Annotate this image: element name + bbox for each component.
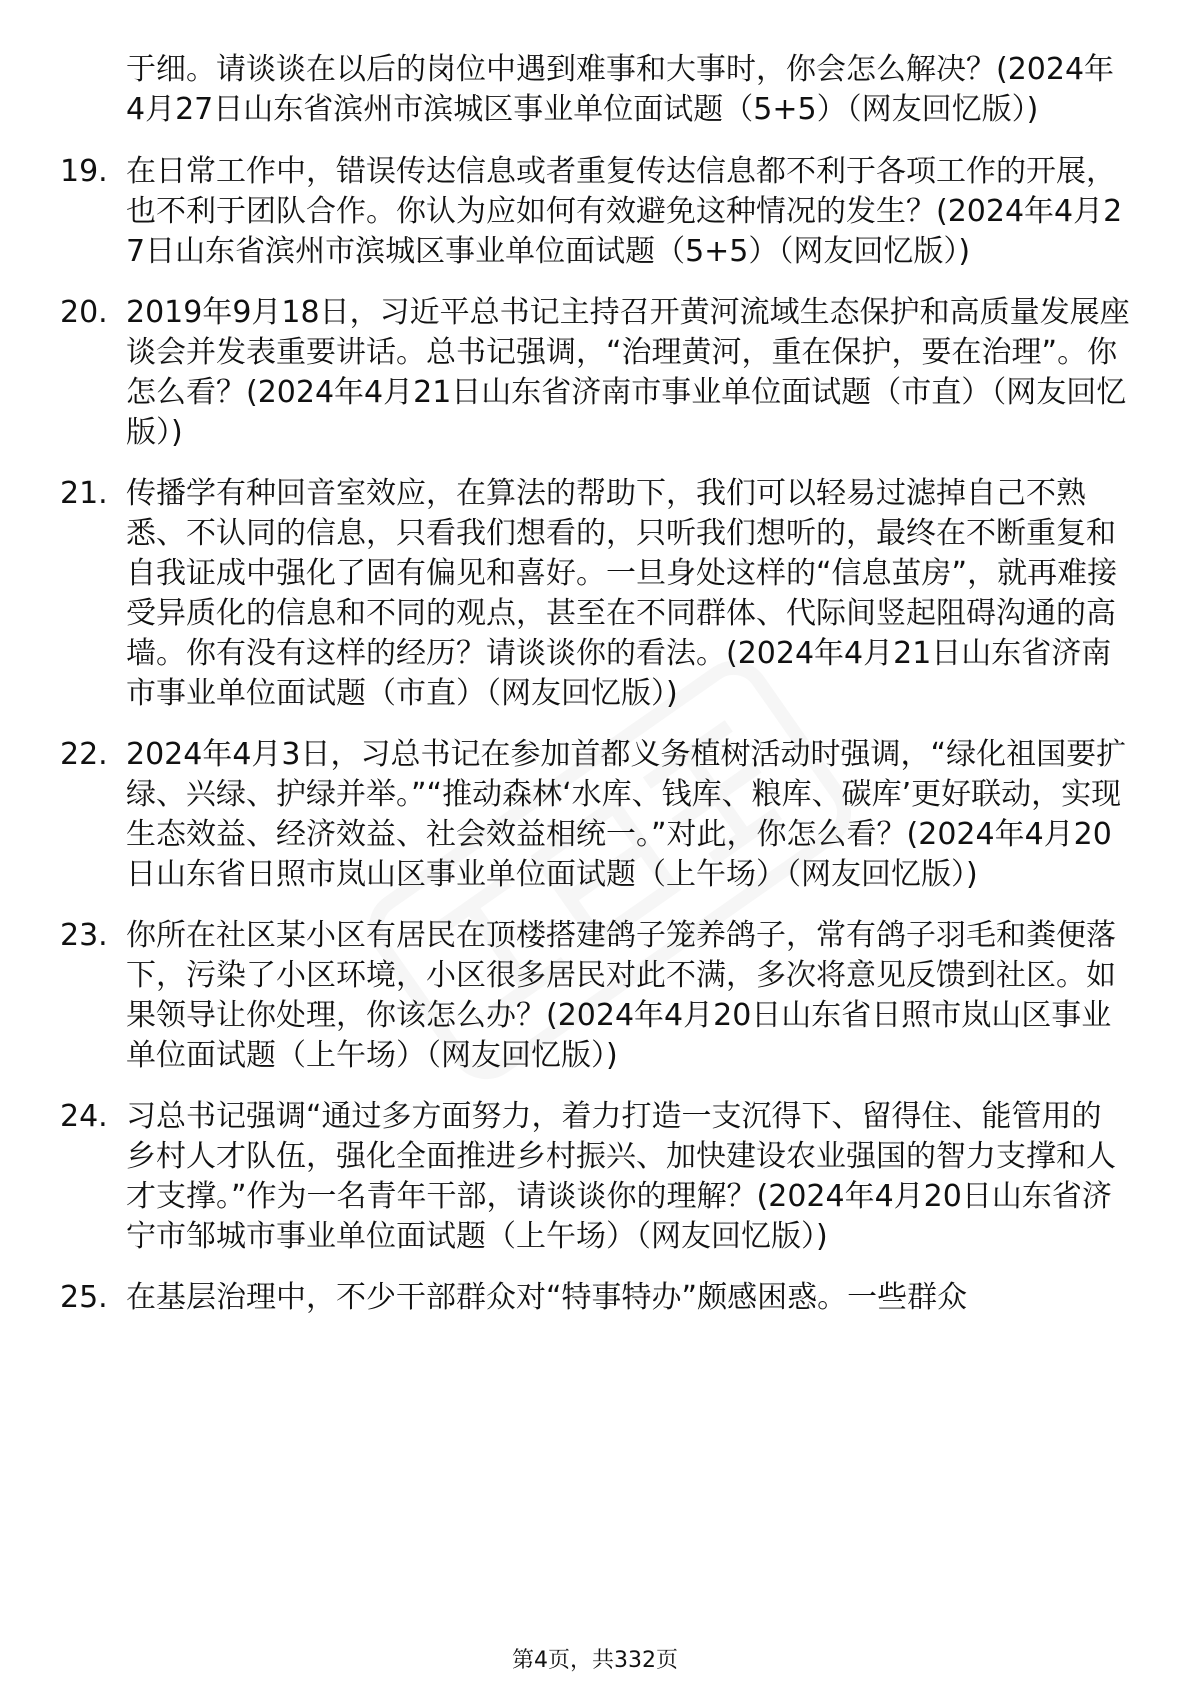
question-item-20 — [60, 293, 1130, 453]
page-content — [60, 50, 1130, 1339]
continuation-paragraph: 于细。请谈谈在以后的岗位中遇到难事和大事时，你会怎么解决？(2024年4月27日山东省滨州市滨城区事业单位面试题（5+5）（网友回忆版）) — [126, 52, 1115, 127]
question-list — [60, 152, 1130, 1318]
question-item-24 — [60, 1097, 1130, 1257]
question-number: 24. — [60, 1099, 108, 1134]
question-text: 2019年9月18日，习近平总书记主持召开黄河流域生态保护和高质量发展座谈会并发表重要讲话。总书记强调，“治理黄河，重在保护，要在治理”。你怎么看？(2024年4月21日山东省济南市事业单位面试题（市直）（网友回忆版）) — [126, 295, 1130, 450]
question-text: 传播学有种回音室效应，在算法的帮助下，我们可以轻易过滤掉自己不熟悉、不认同的信息，只看我们想看的，只听我们想听的，最终在不断重复和自我证成中强化了固有偏见和喜好。一旦身处这样的“信息茧房”，就再难接受异质化的信息和不同的观点，甚至在不同群体、代际间竖起阻碍沟通的高墙。你有没有这样的经历？请谈谈你的看法。(2024年4月21日山东省济南市事业单位面试题（市直）（网友回忆版）) — [126, 476, 1118, 711]
question-number: 23. — [60, 918, 108, 953]
question-item-22 — [60, 735, 1130, 895]
question-text: 在基层治理中，不少干部群众对“特事特办”颇感困惑。一些群众 — [126, 1280, 968, 1315]
question-item-19 — [60, 152, 1130, 272]
question-text: 你所在社区某小区有居民在顶楼搭建鸽子笼养鸽子，常有鸽子羽毛和粪便落下，污染了小区环境，小区很多居民对此不满，多次将意见反馈到社区。如果领导让你处理，你该怎么办？(2024年4月20日山东省日照市岚山区事业单位面试题（上午场）（网友回忆版）) — [126, 918, 1116, 1073]
question-number: 19. — [60, 154, 108, 189]
question-text: 在日常工作中，错误传达信息或者重复传达信息都不利于各项工作的开展，也不利于团队合作。你认为应如何有效避免这种情况的发生？(2024年4月27日山东省滨州市滨城区事业单位面试题（5+5）（网友回忆版）) — [126, 154, 1123, 269]
question-item-25 — [60, 1278, 1130, 1318]
question-number: 25. — [60, 1280, 108, 1315]
question-text: 2024年4月3日，习总书记在参加首都义务植树活动时强调，“绿化祖国要扩绿、兴绿、护绿并举。”“推动森林‘水库、钱库、粮库、碳库’更好联动，实现生态效益、经济效益、社会效益相统一。”对此，你怎么看？(2024年4月20日山东省日照市岚山区事业单位面试题（上午场）（网友回忆版）) — [126, 737, 1127, 892]
question-number: 20. — [60, 295, 108, 330]
question-text: 习总书记强调“通过多方面努力，着力打造一支沉得下、留得住、能管用的乡村人才队伍，强化全面推进乡村振兴、加快建设农业强国的智力支撑和人才支撑。”作为一名青年干部，请谈谈你的理解？(2024年4月20日山东省济宁市邹城市事业单位面试题（上午场）（网友回忆版）) — [126, 1099, 1116, 1254]
question-number: 22. — [60, 737, 108, 772]
question-item-23 — [60, 916, 1130, 1076]
question-number: 21. — [60, 476, 108, 511]
question-item-21 — [60, 474, 1130, 714]
page-footer: 第4页，共332页 — [512, 1648, 678, 1673]
